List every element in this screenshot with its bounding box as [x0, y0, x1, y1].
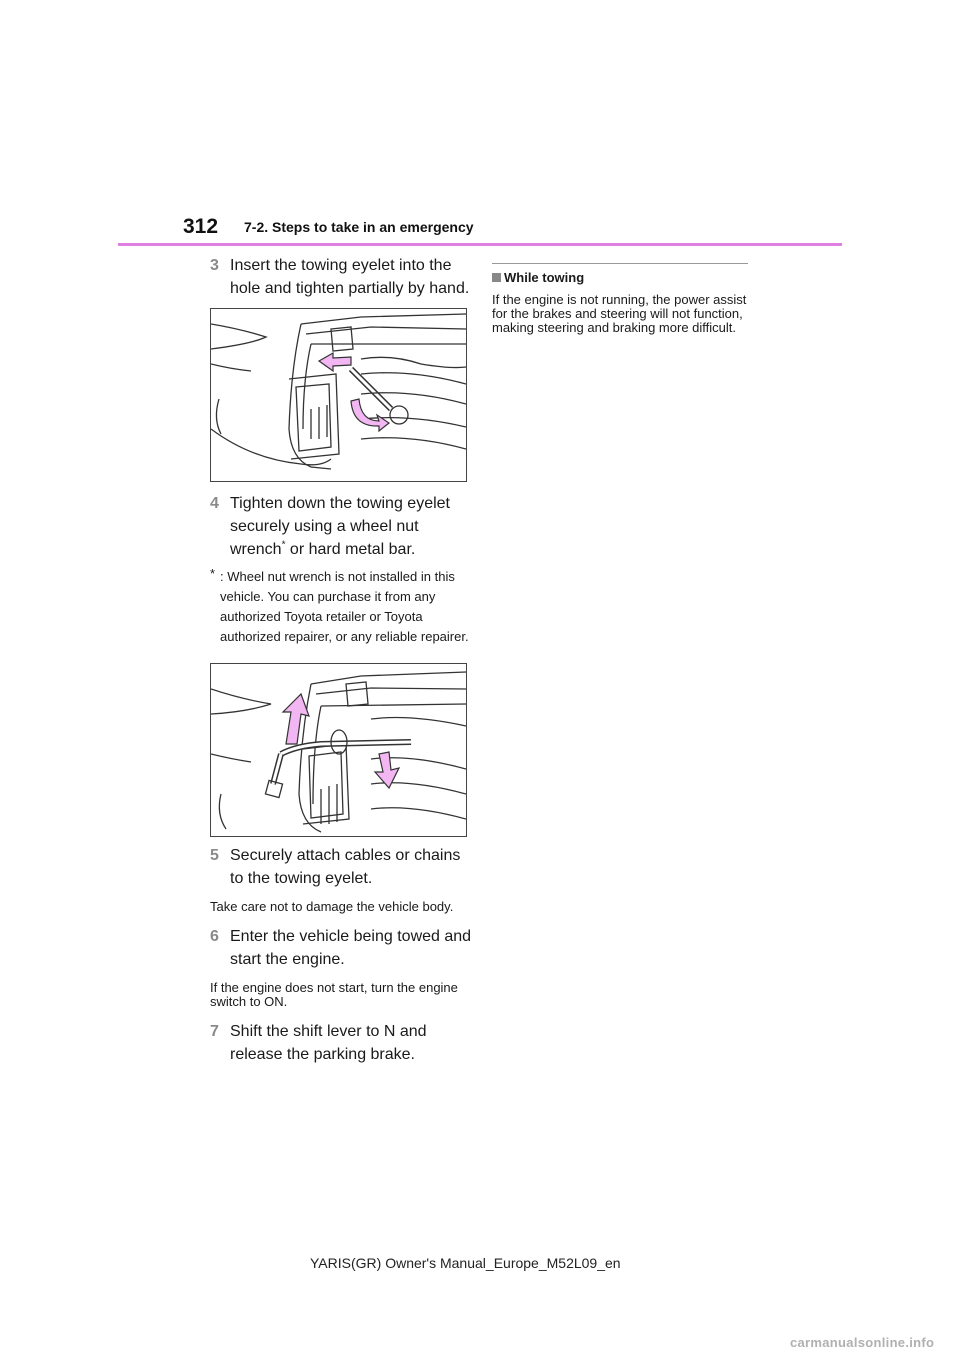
step-text-end: or hard metal bar. [285, 541, 416, 558]
wheel-nut-wrench-tighten-illustration [210, 663, 467, 837]
section-divider [492, 263, 748, 264]
step-text: Insert the towing eyelet into the hole and tighten partially by hand. [230, 257, 470, 297]
footnote-text: : Wheel nut wrench is not installed in this vehicle. You can purchase it from any authorized Toyota retailer or Toyota authorized repairer, or any reliable repairer. [220, 569, 469, 644]
header-rule [118, 243, 842, 246]
section-title: 7-2. Steps to take in an emergency [244, 219, 474, 235]
step-number: 7 [210, 1023, 219, 1040]
step-5-note: Take care not to damage the vehicle body. [210, 899, 454, 914]
step-number: 3 [210, 257, 219, 274]
square-bullet-icon [492, 273, 501, 282]
page-number: 312 [183, 215, 219, 238]
step-text: Tighten down the towing eyelet securely using a wheel nut wrench [230, 495, 450, 558]
step-7 [208, 1020, 475, 1066]
step-text: Shift the shift lever to N and release the parking brake. [230, 1023, 427, 1063]
illustration-2-svg [211, 664, 466, 836]
site-watermark: carmanualsonline.info [790, 1335, 935, 1350]
step-3 [208, 254, 475, 300]
illustration-1-svg [211, 309, 466, 481]
step-text: Securely attach cables or chains to the towing eyelet. [230, 847, 461, 887]
step-text: Enter the vehicle being towed and start the engine. [230, 928, 472, 968]
step-5 [208, 844, 475, 890]
step-6-note: If the engine does not start, turn the engine switch to ON. [210, 980, 458, 1009]
heading-text: While towing [504, 270, 585, 285]
right-column [492, 254, 750, 335]
while-towing-heading [492, 270, 750, 285]
footnote-mark: * [210, 566, 216, 581]
towing-eyelet-insert-illustration [210, 308, 467, 482]
left-column [210, 254, 475, 1066]
footnote-marker: * [281, 539, 286, 551]
step-number: 6 [210, 928, 219, 945]
while-towing-text: If the engine is not running, the power assist for the brakes and steering will not function, making steering and braking more difficult. [492, 292, 747, 335]
step-number: 5 [210, 847, 219, 864]
step-number: 4 [210, 495, 219, 512]
footnote [210, 567, 475, 647]
step-4 [208, 492, 475, 561]
manual-footer: YARIS(GR) Owner's Manual_Europe_M52L09_en [310, 1255, 621, 1271]
step-6 [208, 925, 475, 971]
